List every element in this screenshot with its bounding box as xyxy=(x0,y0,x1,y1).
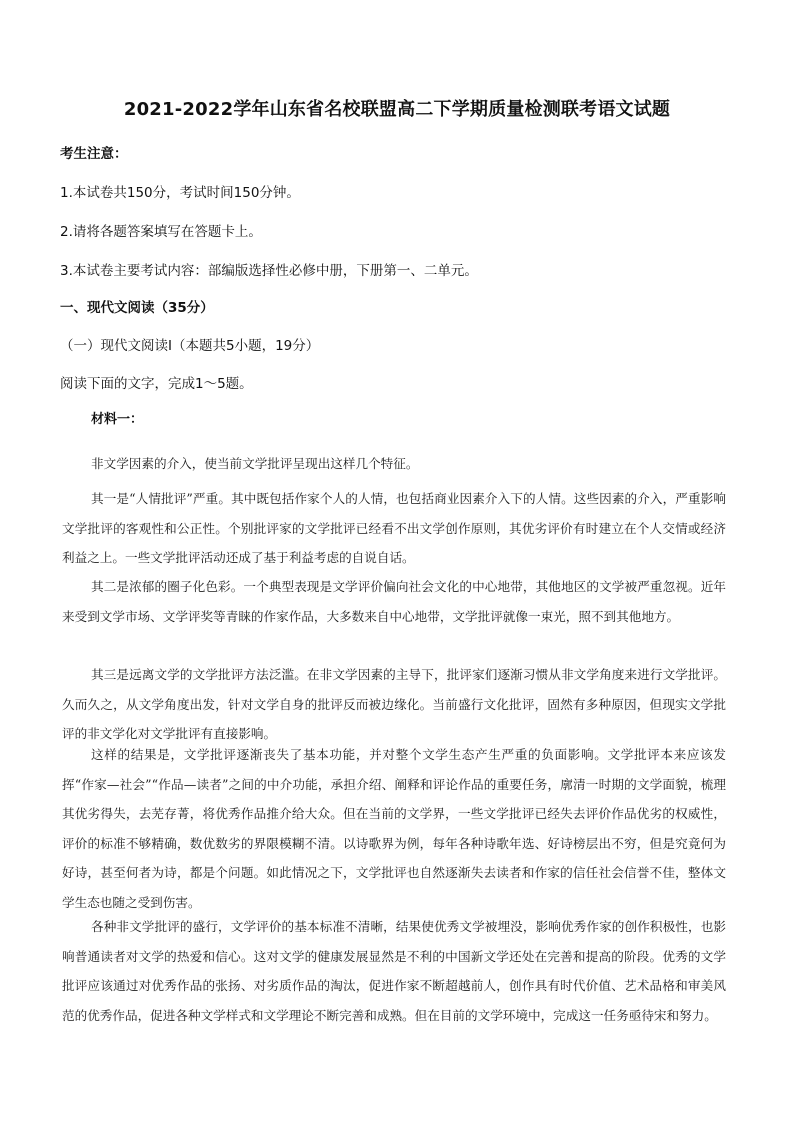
section-heading: 一、现代文阅读（35分） xyxy=(60,300,214,316)
paragraph: 其三是远离文学的文学批评方法泛滥。在非文学因素的主导下，批评家们逐渐习惯从非文学角度来进行文学批评。久而久之，从文学角度出发，针对文学自身的批评反而被边缘化。当前盛行文化批评，固然有多种原因，但现实文学批评的非文学化对文学批评有直接影响。 xyxy=(62,667,726,741)
paragraph: 各种非文学批评的盛行，文学评价的基本标准不清晰，结果使优秀文学被埋没，影响优秀作家的创作积极性，也影响普通读者对文学的热爱和信心。这对文学的健康发展显然是不利的中国新文学还处在完善和提高的阶段。优秀的文学批评应该通过对优秀作品的张扬、对劣质作品的淘汰，促进作家不断超越前人，创作具有时代价值、艺术品格和审美风范的优秀作品，促进各种文学样式和文学理论不断完善和成熟。但在目前的文学环境中，完成这一任务亟待宋和努力。 xyxy=(62,919,726,1023)
paragraph: 非文学因素的介入，使当前文学批评呈现出这样几个特征。 xyxy=(91,456,419,471)
subsection-heading: （一）现代文阅读Ⅰ（本题共5小题，19分） xyxy=(60,338,320,354)
paragraph: 其二是浓郁的圈子化色彩。一个典型表现是文学评价偏向社会文化的中心地带，其他地区的文学被严重忽视。近年来受到文学市场、文学评奖等青睐的作家作品，大多数来自中心地带，文学批评就像一束光，照不到其他地方。 xyxy=(62,579,726,624)
page-title: 2021-2022学年山东省名校联盟高二下学期质量检测联考语文试题 xyxy=(123,99,671,120)
paragraph: 其一是“人情批评”严重。其中既包括作家个人的人情，也包括商业因素介入下的人情。这些因素的介入，严重影响文学批评的客观性和公正性。个别批评家的文学批评已经看不出文学创作原则，其优劣评价有时建立在个人交情或经济利益之上。一些文学批评活动还成了基于利益考虑的自说自话。 xyxy=(62,491,726,565)
reading-instruction: 阅读下面的文字，完成1～5题。 xyxy=(60,376,253,392)
notice-item: 1.本试卷共150分，考试时间150分钟。 xyxy=(60,185,300,201)
paragraph: 这样的结果是，文学批评逐渐丧失了基本功能，并对整个文学生态产生严重的负面影响。文学批评本来应该发挥“作家—社会”“作品—读者”之间的中介功能，承担介绍、阐释和评论作品的重要任务，廓清一时期的文学面貌，梳理其优劣得失，去芜存菁，将优秀作品推介给大众。但在当前的文学界，一些文学批评已经失去评价作品优劣的权威性，评价的标准不够精确，数优数劣的界限模糊不清。以诗歌界为例，每年各种诗歌年选、好诗榜层出不穷，但是究竟何为好诗，甚至何者为诗，都是个问题。如此情况之下，文学批评也自然逐渐失去读者和作家的信任社会信誉不佳，整体文学生态也随之受到伤害。 xyxy=(62,747,726,910)
material-label: 材料一： xyxy=(91,412,144,427)
notice-item: 2.请将各题答案填写在答题卡上。 xyxy=(60,224,262,240)
notice-heading: 考生注意： xyxy=(60,146,128,162)
notice-item: 3.本试卷主要考试内容：部编版选择性必修中册，下册第一、二单元。 xyxy=(60,263,478,279)
